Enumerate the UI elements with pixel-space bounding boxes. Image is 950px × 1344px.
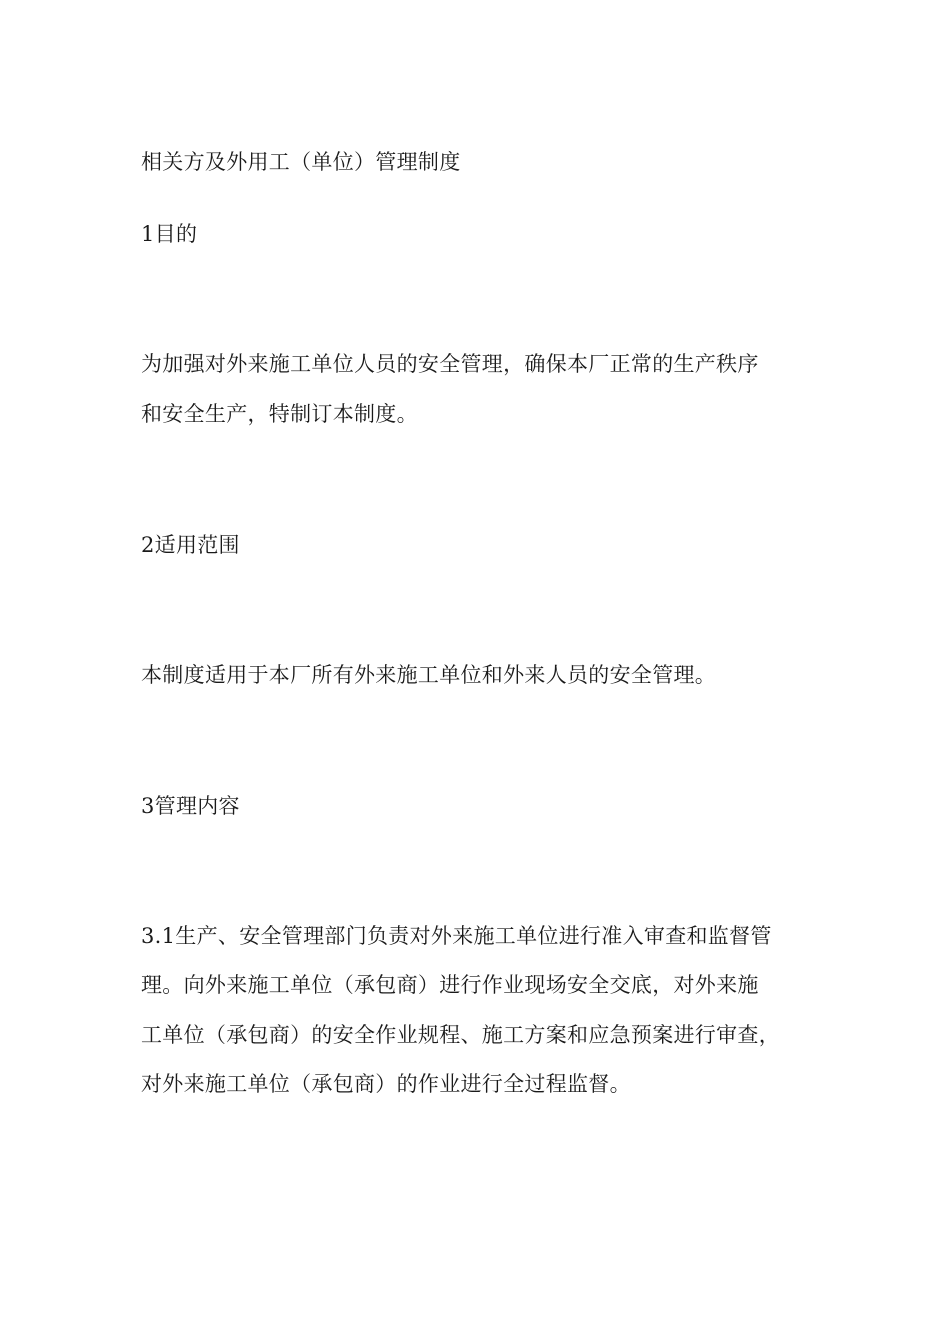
- section-3-paragraph-line: 3.1生产、安全管理部门负责对外来施工单位进行准入审查和监督管: [141, 924, 772, 948]
- section-3-paragraph-line: 理。向外来施工单位（承包商）进行作业现场安全交底，对外来施: [141, 973, 759, 997]
- section-3-heading: 3管理内容: [141, 794, 240, 818]
- section-1-paragraph-line: 为加强对外来施工单位人员的安全管理，确保本厂正常的生产秩序: [141, 352, 759, 376]
- section-2-paragraph-line: 本制度适用于本厂所有外来施工单位和外来人员的安全管理。: [141, 663, 717, 687]
- document-title: 相关方及外用工（单位）管理制度: [141, 150, 461, 174]
- section-3-paragraph-line: 工单位（承包商）的安全作业规程、施工方案和应急预案进行审查，: [141, 1023, 780, 1047]
- section-1-paragraph-line: 和安全生产，特制订本制度。: [141, 402, 418, 426]
- section-2-heading: 2适用范围: [141, 533, 240, 557]
- section-3-paragraph-line: 对外来施工单位（承包商）的作业进行全过程监督。: [141, 1072, 631, 1096]
- section-1-heading: 1目的: [141, 222, 198, 246]
